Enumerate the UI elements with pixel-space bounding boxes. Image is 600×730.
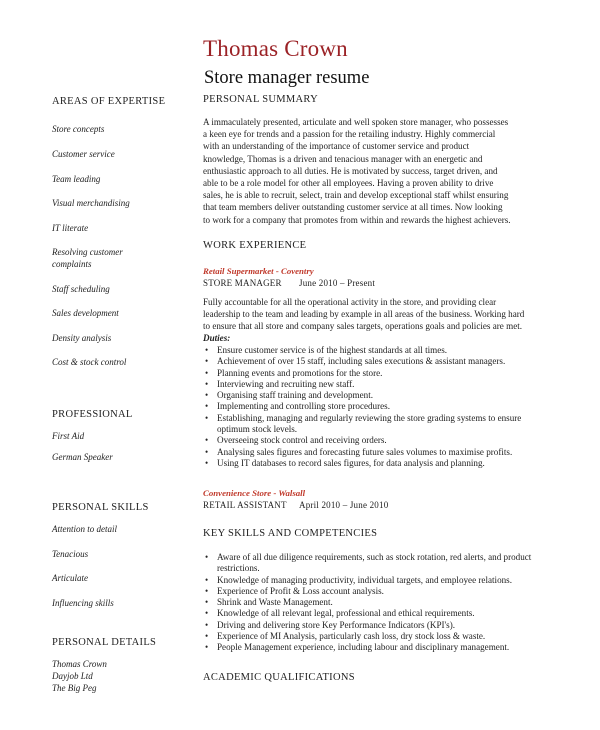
skills-item: Influencing skills — [52, 598, 114, 608]
summary-line: able to be a role model for other all employees. Having a proven ability to drive — [203, 178, 494, 189]
list-item: • Establishing, managing and regularly reviewing the store grading systems to ensure — [203, 413, 543, 424]
expertise-item: Cost & stock control — [52, 357, 127, 367]
job1-desc-line: Fully accountable for all the operational activity in the store, and providing clear — [203, 297, 497, 307]
summary-text — [203, 116, 548, 226]
job2-company: Convenience Store - Walsall — [203, 488, 306, 498]
skills-title: PERSONAL SKILLS — [52, 502, 149, 513]
job1-role-row — [203, 278, 376, 288]
job1-desc-line: to ensure that all store and company sales targets, operations goals and policies are met. — [203, 321, 523, 332]
academic-title: ACADEMIC QUALIFICATIONS — [203, 672, 355, 683]
list-item: • Planning events and promotions for the store. — [203, 368, 543, 379]
summary-line: A immaculately presented, articulate and well spoken store manager, who possesses — [203, 117, 509, 127]
summary-line: a keen eye for trends and a passion for the retailing industry. Highly commercial — [203, 129, 496, 140]
expertise-item: Visual merchandising — [52, 198, 130, 208]
details-item: Dayjob Ltd — [52, 671, 93, 681]
details-title: PERSONAL DETAILS — [52, 637, 157, 648]
expertise-item: complaints — [52, 259, 92, 269]
expertise-item: Sales development — [52, 308, 119, 318]
key-skills-title: KEY SKILLS AND COMPETENCIES — [203, 528, 378, 539]
list-item: • Implementing and controlling store procedures. — [203, 401, 543, 412]
job1-description — [203, 296, 548, 333]
list-item: • Experience of Profit & Loss account analysis. — [203, 586, 543, 597]
summary-line: that team members deliver outstanding customer service at all times. Now looking — [203, 202, 503, 213]
list-item: • Knowledge of all relevant legal, professional and ethical requirements. — [203, 608, 543, 619]
list-item: • Shrink and Waste Management. — [203, 597, 543, 608]
job2-role: RETAIL ASSISTANT — [203, 500, 287, 510]
list-item: • Achievement of over 15 staff, including sales executions & assistant managers. — [203, 356, 543, 367]
list-item: • Ensure customer service is of the highest standards at all times. — [203, 345, 543, 356]
expertise-item: Density analysis — [52, 333, 112, 343]
experience-title: WORK EXPERIENCE — [203, 240, 307, 251]
candidate-name: Thomas Crown — [203, 36, 348, 61]
expertise-title: AREAS OF EXPERTISE — [52, 96, 166, 107]
job2-role-row — [203, 500, 389, 510]
job1-company: Retail Supermarket - Coventry — [203, 266, 314, 276]
duties-label: Duties: — [203, 333, 231, 343]
expertise-item: Staff scheduling — [52, 284, 110, 294]
duties-list — [203, 345, 543, 469]
key-skills-list — [203, 552, 543, 654]
skills-item: Tenacious — [52, 549, 89, 559]
list-item: • Aware of all due diligence requirements, such as stock rotation, red alerts, and product — [203, 552, 543, 563]
professional-item: First Aid — [52, 431, 85, 441]
expertise-item: Team leading — [52, 174, 101, 184]
skills-item: Attention to detail — [52, 524, 117, 534]
expertise-item: Resolving customer — [52, 247, 123, 257]
professional-item: German Speaker — [52, 452, 113, 462]
job2-date: April 2010 – June 2010 — [299, 500, 389, 510]
list-item: • Knowledge of managing productivity, individual targets, and employee relations. — [203, 575, 543, 586]
summary-line: with an understanding of the importance of customer service and product — [203, 141, 470, 152]
list-item: • Driving and delivering store Key Performance Indicators (KPI's). — [203, 620, 543, 631]
professional-title: PROFESSIONAL — [52, 409, 133, 420]
details-item: Thomas Crown — [52, 659, 107, 669]
job1-desc-line: leadership to the team and leading by example in all areas of the business. Working hard — [203, 309, 525, 320]
skills-item: Articulate — [52, 573, 88, 583]
summary-line: to work for a company that promotes from within and rewards the highest achievers. — [203, 214, 511, 225]
list-item: • Overseeing stock control and receiving orders. — [203, 435, 543, 446]
summary-line: sales, he is able to recruit, select, train and develop exceptional staff whilst ensuring — [203, 190, 509, 201]
list-item: • Experience of MI Analysis, particularly cash loss, dry stock loss & waste. — [203, 631, 543, 642]
expertise-item: Store concepts — [52, 124, 105, 134]
expertise-item: IT literate — [52, 223, 89, 233]
list-item: restrictions. — [217, 563, 260, 574]
list-item: optimum stock levels. — [217, 424, 298, 435]
details-item: The Big Peg — [52, 683, 97, 693]
summary-line: knowledge, Thomas is a driven and tenacious manager with an energetic and — [203, 153, 483, 164]
list-item: • Using IT databases to record sales figures, for data analysis and planning. — [203, 458, 543, 469]
list-item: • Interviewing and recruiting new staff. — [203, 379, 543, 390]
list-item: • Organising staff training and development. — [203, 390, 543, 401]
resume-subtitle: Store manager resume — [204, 68, 370, 88]
list-item: • Analysing sales figures and forecasting future sales volumes to maximise profits. — [203, 447, 543, 458]
job1-role: STORE MANAGER — [203, 278, 282, 288]
expertise-item: Customer service — [52, 149, 115, 159]
summary-title: PERSONAL SUMMARY — [203, 94, 318, 105]
summary-line: enthusiastic approach to all duties. He is motivated by success, target driven, and — [203, 165, 498, 176]
list-item: • People Management experience, including labour and disciplinary management. — [203, 642, 543, 653]
job1-date: June 2010 – Present — [299, 278, 376, 288]
